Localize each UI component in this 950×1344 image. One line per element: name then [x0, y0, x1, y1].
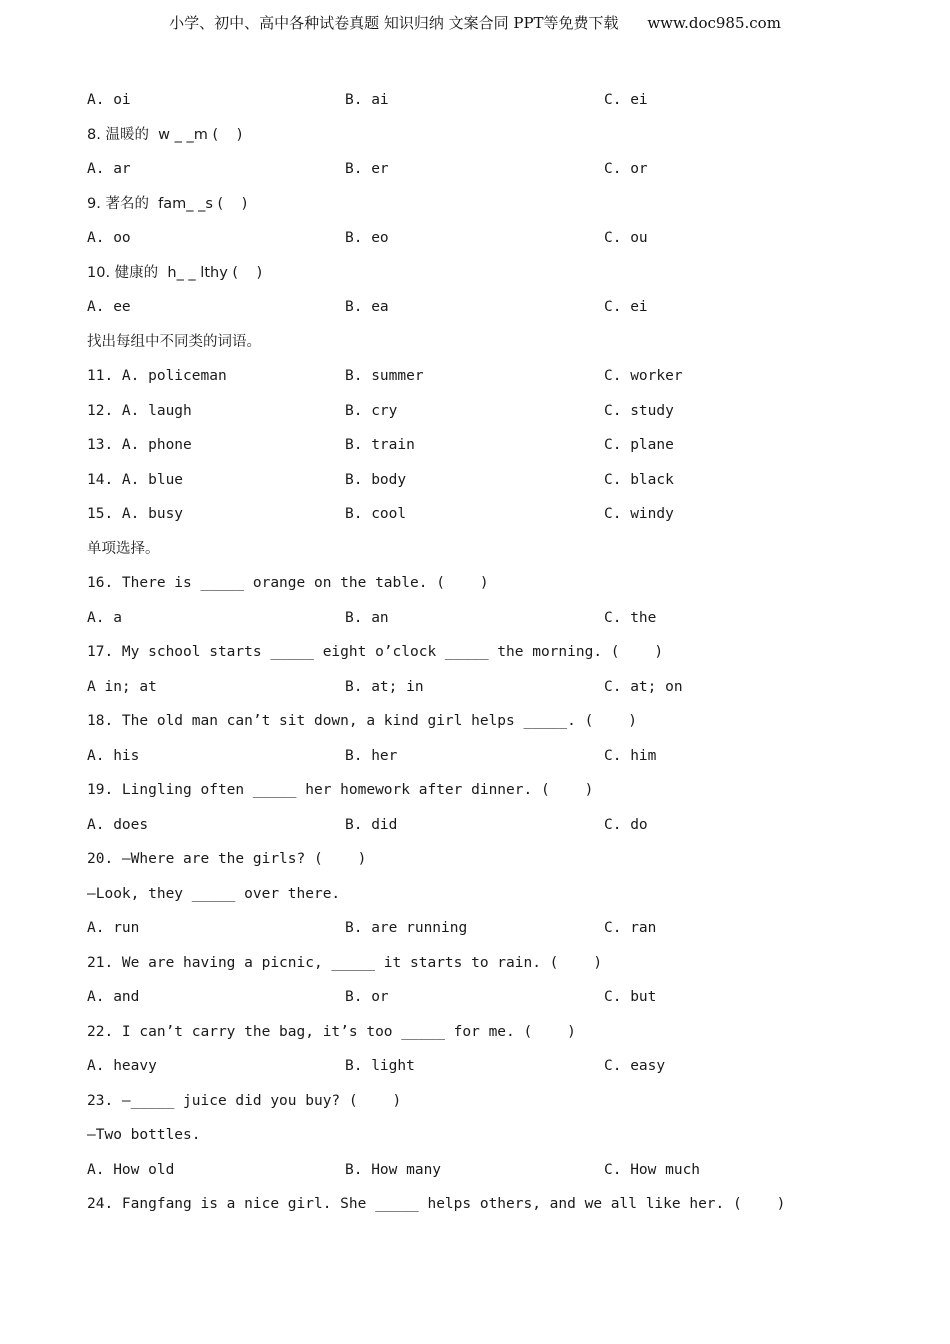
option-b: B. ai: [345, 92, 389, 108]
option-b: B. er: [345, 161, 389, 177]
option-c: C. ran: [604, 920, 657, 936]
option-a: 14. A. blue: [87, 471, 184, 488]
options-row: [87, 983, 887, 1018]
option-c: C. or: [604, 161, 648, 177]
option-a: A. run: [87, 920, 140, 936]
options-row: [87, 604, 887, 639]
option-b: B. cool: [345, 506, 407, 522]
question-10: 10. 健康的 h_ _ lthy ( ): [87, 264, 263, 281]
option-c: C. ou: [604, 230, 648, 246]
option-b: B. eo: [345, 230, 389, 246]
option-a: A. ar: [87, 161, 131, 177]
option-a: 12. A. laugh: [87, 402, 192, 419]
options-row: [87, 224, 887, 259]
options-row: [87, 1052, 887, 1087]
header-title: 小学、初中、高中各种试卷真题 知识归纳 文案合同 PPT等免费下载: [169, 14, 619, 32]
options-row: [87, 742, 887, 777]
option-c: C. at; on: [604, 678, 683, 695]
option-c: C. the: [604, 609, 657, 626]
option-c: C. study: [604, 402, 674, 419]
option-a: A. oi: [87, 92, 131, 108]
option-c: C. ei: [604, 92, 648, 108]
question-14: [87, 466, 887, 501]
question-22: 22. I can’t carry the bag, it’s too _____ for me. ( ): [87, 1023, 576, 1040]
option-a: A. does: [87, 816, 149, 833]
option-b: B. are running: [345, 920, 468, 936]
question-11: [87, 362, 887, 397]
options-row: [87, 673, 887, 708]
option-b: B. body: [345, 471, 407, 488]
option-b: B. ea: [345, 299, 389, 315]
page-header: [0, 12, 950, 33]
section-heading-odd-one-out: 找出每组中不同类的词语。: [87, 333, 261, 350]
question-20: 20. —Where are the girls? ( ): [87, 851, 367, 867]
option-a: 11. A. policeman: [87, 368, 227, 384]
question-8: 8. 温暖的 w _ _m ( ): [87, 126, 243, 143]
option-c: C. How much: [604, 1161, 701, 1178]
question-16: 16. There is _____ orange on the table. ( ): [87, 575, 489, 591]
question-21: 21. We are having a picnic, _____ it starts to rain. ( ): [87, 954, 603, 971]
option-b: B. cry: [345, 402, 398, 419]
header-site: www.doc985.com: [647, 14, 781, 32]
question-23: 23. —_____ juice did you buy? ( ): [87, 1092, 402, 1109]
option-a: A. his: [87, 747, 140, 764]
options-row: [87, 811, 887, 846]
question-17: 17. My school starts _____ eight o’clock _____ the morning. ( ): [87, 644, 664, 660]
option-a: A. a: [87, 609, 122, 626]
option-a: 13. A. phone: [87, 437, 192, 453]
question-24: 24. Fangfang is a nice girl. She _____ helps others, and we all like her. ( ): [87, 1196, 786, 1212]
question-20-reply: —Look, they _____ over there.: [87, 885, 341, 902]
option-a: A. and: [87, 989, 140, 1005]
options-row: [87, 293, 887, 328]
question-9: 9. 著名的 fam_ _s ( ): [87, 195, 248, 212]
option-b: B. or: [345, 989, 389, 1005]
option-c: C. do: [604, 816, 648, 833]
options-row: [87, 914, 887, 949]
question-13: [87, 431, 887, 466]
option-c: C. black: [604, 471, 674, 488]
option-a: 15. A. busy: [87, 506, 184, 522]
option-c: C. but: [604, 989, 657, 1005]
options-row: [87, 86, 887, 121]
option-b: B. did: [345, 816, 398, 833]
question-12: [87, 397, 887, 432]
question-19: 19. Lingling often _____ her homework after dinner. ( ): [87, 782, 594, 798]
options-row: [87, 1156, 887, 1191]
option-b: B. light: [345, 1058, 415, 1074]
option-c: C. him: [604, 747, 657, 764]
option-b: B. her: [345, 747, 398, 764]
options-row: [87, 155, 887, 190]
option-a: A. oo: [87, 230, 131, 246]
worksheet: [87, 86, 887, 1225]
option-a: A. heavy: [87, 1058, 157, 1074]
option-c: C. worker: [604, 368, 683, 384]
question-15: [87, 500, 887, 535]
option-c: C. windy: [604, 506, 674, 522]
option-a: A in; at: [87, 678, 157, 695]
option-b: B. How many: [345, 1161, 442, 1178]
option-b: B. an: [345, 609, 389, 626]
option-b: B. at; in: [345, 678, 424, 695]
option-c: C. ei: [604, 299, 648, 315]
option-b: B. train: [345, 437, 415, 453]
question-18: 18. The old man can’t sit down, a kind girl helps _____. ( ): [87, 713, 637, 729]
option-a: A. How old: [87, 1161, 175, 1178]
section-heading-single-choice: 单项选择。: [87, 540, 160, 557]
option-a: A. ee: [87, 299, 131, 315]
option-c: C. plane: [604, 437, 674, 453]
option-b: B. summer: [345, 368, 424, 384]
question-23-reply: —Two bottles.: [87, 1127, 201, 1143]
option-c: C. easy: [604, 1058, 666, 1074]
